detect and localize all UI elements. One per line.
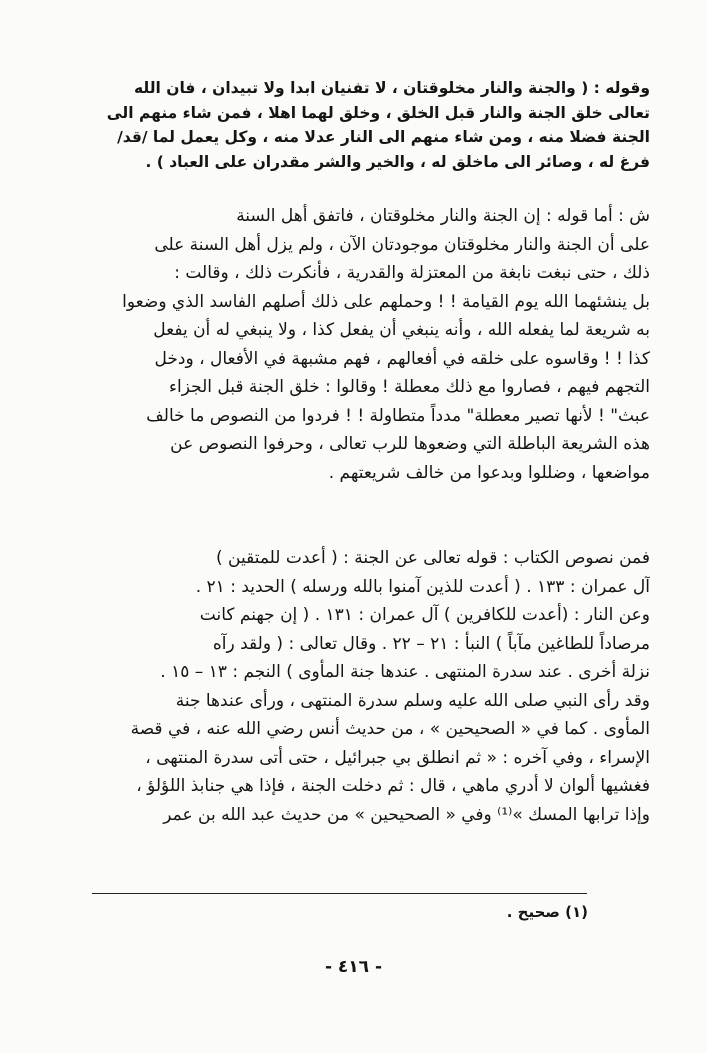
text-line: ذلك ، حتى نبغت نابغة من المعتزلة والقدرية ، فأنكرت ذلك ، وقالت :: [174, 263, 650, 283]
text-line: فغشيها ألوان لا أدري ماهي ، قال : ثم دخلت الجنة ، فإذا هي جنابذ اللؤلؤ ،: [136, 776, 650, 796]
text-line: نزلة أخرى . عند سدرة المنتهى . عندها جنة المأوى ) النجم : ١٣ – ١٥ .: [160, 662, 650, 682]
text-line: هذه الشريعة الباطلة التي وضعوها للرب تعالى ، وحرفوا النصوص عن: [170, 434, 650, 454]
text-line: تعالى خلق الجنة والنار قبل الخلق ، وخلق لهما اهلا ، فمن شاء منهم الى: [106, 103, 650, 122]
text-line: الجنة فضلا منه ، ومن شاء منهم الى النار عدلا منه ، وكل يعمل لما /قد/: [117, 128, 650, 146]
text-line: وقوله : ( والجنة والنار مخلوقتان ، لا تفنيان ابدا ولا تبيدان ، فان الله: [134, 79, 650, 97]
text-line: المأوى . كما في « الصحيحين » ، من حديث أنس رضي الله عنه ، في قصة: [130, 719, 650, 739]
text-line: عبث" ! لأنها تصير معطلة" مدداً متطاولة ! ! فردوا من النصوص ما خالف: [146, 405, 650, 426]
text-line: كذا ! ! وقاسوه على خلقه في أفعالهم ، فهم مشبهة في الأفعال ، ودخل: [154, 348, 650, 369]
text-line: فرغ له ، وصائر الى ماخلق له ، والخير والشر مقدران على العباد ) .: [145, 152, 650, 171]
text-line: الإسراء ، وفي آخره : « ثم انطلق بي جبرائيل ، حتى أتى سدرة المنتهى ،: [145, 747, 650, 768]
footnote: (١) صحيح .: [506, 903, 588, 921]
commentary-paragraph-2: [60, 544, 650, 829]
commentary-paragraph-1: [60, 202, 650, 487]
text-line: على أن الجنة والنار مخلوقتان موجودتان الآن ، ولم يزل أهل السنة على: [154, 234, 650, 255]
text-line: بل ينشئهما الله يوم القيامة ! ! وحملهم على ذلك أصلهم الفاسد الذي وضعوا: [122, 291, 650, 312]
text-line: ش : أما قوله : إن الجنة والنار مخلوقتان ، فاتفق أهل السنة: [236, 206, 650, 226]
text-line: وإذا ترابها المسك »⁽¹⁾ وفي « الصحيحين » من حديث عبد الله بن عمر: [163, 804, 650, 825]
text-line: به شريعة لما يفعله الله ، وأنه ينبغي أن يفعل كذا ، ولا ينبغي له أن يفعل: [153, 320, 650, 340]
text-line: فمن نصوص الكتاب : قوله تعالى عن الجنة : ( أعدت للمتقين ): [216, 548, 650, 568]
text-line: التجهم فيهم ، فصاروا مع ذلك معطلة ! وقالوا : خلق الجنة قبل الجزاء: [169, 377, 650, 397]
matn-text-bold: [60, 76, 650, 174]
text-line: آل عمران : ١٣٣ . ( أعدت للذين آمنوا بالله ورسله ) الحديد : ٢١ .: [195, 576, 650, 597]
text-line: وقد رأى النبي صلى الله عليه وسلم سدرة المنتهى ، ورأى عندها جنة: [175, 690, 650, 711]
footnote-divider: [92, 893, 587, 894]
text-line: وعن النار : (أعدت للكافرين ) آل عمران : ١٣١ . ( إن جهنم كانت: [199, 605, 650, 625]
page-number: - ٤١٦ -: [324, 957, 383, 977]
text-line: مواضعها ، وضللوا وبدعوا من خالف شريعتهم .: [328, 462, 650, 483]
text-line: مرصاداً للطاغين مآباً ) النبأ : ٢١ – ٢٢ . وقال تعالى : ( ولقد رآه: [212, 633, 650, 654]
